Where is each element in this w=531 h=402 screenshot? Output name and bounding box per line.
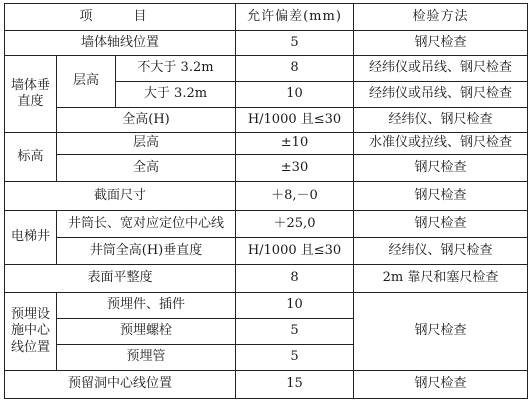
vertical-gt-label: 大于 3.2m: [116, 82, 236, 108]
table-row-elevator-shaft: [5, 211, 528, 238]
embedded-bolts-label: 预埋螺栓: [57, 319, 236, 345]
elevator-group-label: 电梯井: [5, 211, 57, 265]
section-label: 截面尺寸: [5, 182, 236, 211]
elevator-plumb-tolerance: H/1000 且≤30: [236, 238, 354, 265]
hole-tolerance: 15: [236, 371, 354, 399]
elevation-full-method: 钢尺检查: [354, 155, 528, 182]
elevator-shaft-tolerance: ＋25,0: [236, 211, 354, 238]
embedded-method: 钢尺检查: [354, 293, 528, 371]
header-tolerance: 允许偏差(mm): [236, 4, 354, 31]
header-method: 检验方法: [354, 4, 528, 31]
elevation-group-label: 标高: [5, 133, 57, 182]
flatness-tolerance: 8: [236, 265, 354, 293]
vertical-gt-tolerance: 10: [236, 82, 354, 108]
table-row-axis: [5, 31, 528, 56]
tolerance-table-sheet: [4, 3, 527, 399]
embedded-group-label: 预埋设施中心线位置: [5, 293, 57, 371]
vertical-le-tolerance: 8: [236, 56, 354, 82]
embedded-pipes-label: 预埋管: [57, 345, 236, 371]
table-header-row: [5, 4, 528, 31]
vertical-le-method: 经纬仪或吊线、钢尺检查: [354, 56, 528, 82]
hole-method: 钢尺检查: [354, 371, 528, 399]
vertical-full-tolerance: H/1000 且≤30: [236, 108, 354, 133]
table-row-vertical-le: [5, 56, 528, 82]
table-row-vertical-full: [5, 108, 528, 133]
axis-label: 墙体轴线位置: [5, 31, 236, 56]
section-method: 钢尺检查: [354, 182, 528, 211]
vertical-floor-label: 层高: [57, 56, 116, 108]
elevator-plumb-method: 经纬仪、钢尺检查: [354, 238, 528, 265]
section-tolerance: ＋8,－0: [236, 182, 354, 211]
vertical-full-label: 全高(H): [57, 108, 236, 133]
table-row-hole: [5, 371, 528, 399]
embedded-pipes-tolerance: 5: [236, 345, 354, 371]
table-row-embedded-parts: [5, 293, 528, 319]
elevation-full-label: 全高: [57, 155, 236, 182]
flatness-method: 2m 靠尺和塞尺检查: [354, 265, 528, 293]
flatness-label: 表面平整度: [5, 265, 236, 293]
embedded-bolts-tolerance: 5: [236, 319, 354, 345]
elevator-shaft-label: 井筒长、宽对应定位中心线: [57, 211, 236, 238]
table-row-section: [5, 182, 528, 211]
vertical-full-method: 经纬仪、钢尺检查: [354, 108, 528, 133]
embedded-parts-label: 预埋件、插件: [57, 293, 236, 319]
axis-tolerance: 5: [236, 31, 354, 56]
header-item: 项 目: [5, 4, 236, 31]
elevation-floor-method: 水准仪或拉线、钢尺检查: [354, 133, 528, 155]
table-row-flatness: [5, 265, 528, 293]
elevator-plumb-label: 井筒全高(H)垂直度: [57, 238, 236, 265]
hole-label: 预留洞中心线位置: [5, 371, 236, 399]
elevation-full-tolerance: ±30: [236, 155, 354, 182]
elevation-floor-label: 层高: [57, 133, 236, 155]
elevation-floor-tolerance: ±10: [236, 133, 354, 155]
embedded-parts-tolerance: 10: [236, 293, 354, 319]
table-row-elevation-full: [5, 155, 528, 182]
vertical-le-label: 不大于 3.2m: [116, 56, 236, 82]
vertical-group-label: 墙体垂直度: [5, 56, 57, 133]
elevator-shaft-method: 钢尺检查: [354, 211, 528, 238]
tolerance-table: [4, 3, 528, 399]
table-row-elevation-floor: [5, 133, 528, 155]
vertical-gt-method: 经纬仪或吊线、钢尺检查: [354, 82, 528, 108]
table-row-elevator-plumb: [5, 238, 528, 265]
axis-method: 钢尺检查: [354, 31, 528, 56]
